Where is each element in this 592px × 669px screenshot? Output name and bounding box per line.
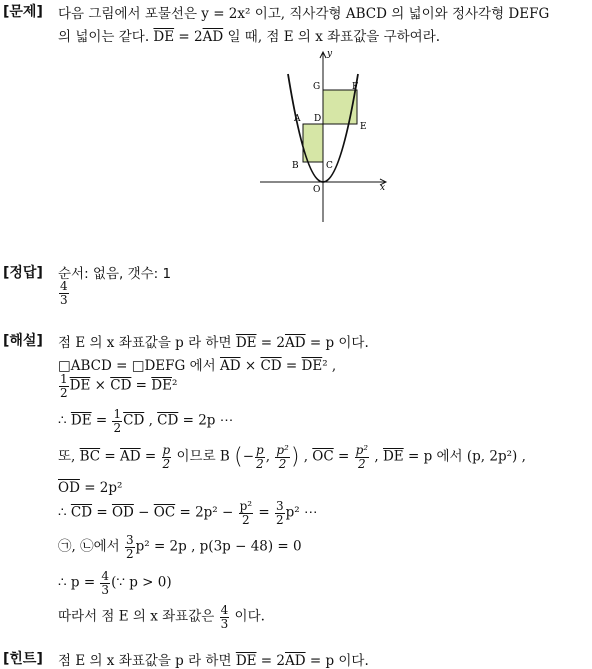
answer-tag: [정답]: [3, 265, 43, 281]
answer-value: $\frac{4}{3}$: [60, 279, 68, 307]
solution-line-2: □ABCD = □DEFG 에서 $\overline{AD} \times \overline{CD} = \overline{DE}^2$ ,: [58, 358, 337, 374]
hint-line: 점 E 의 x 좌표값을 p 라 하면 $\overline{DE} = 2\overline{AD} = p$ 이다.: [58, 653, 369, 669]
solution-line-1: 점 E 의 x 좌표값을 p 라 하면 $\overline{DE} = 2\overline{AD} = p$ 이다.: [58, 335, 369, 351]
solution-line-9: ∴ p = $\frac{4}{3}$ (∵ p > 0): [58, 569, 172, 597]
label-f: F: [352, 82, 359, 92]
hint-tag: [힌트]: [3, 651, 43, 667]
problem-tag: [문제]: [3, 4, 43, 20]
label-b: B: [292, 161, 299, 171]
problem-line-1: 다음 그림에서 포물선은 y = 2x² 이고, 직사각형 ABCD 의 넓이와 정사각형 DEFG: [58, 6, 550, 22]
label-d: D: [314, 114, 322, 124]
solution-line-10: 따라서 점 E 의 x 좌표값은 $\frac{4}{3}$ 이다.: [58, 603, 265, 631]
label-g: G: [313, 82, 321, 92]
parabola-figure: [0, 0, 592, 240]
label-o: O: [313, 185, 321, 195]
solution-tag: [해설]: [3, 333, 43, 349]
label-a: A: [294, 114, 301, 124]
solution-line-7: ∴ $\overline{CD} = \overline{OD} - \overline{OC} = 2p^2$ − $\frac{\text{p²}}{2}$ = $\frac{3}{2}$ p² ⋯: [58, 499, 318, 527]
solution-line-3: $\frac{1}{2}$ $\overline{DE} \times \overline{CD} = \overline{DE}^2$: [60, 372, 178, 400]
label-x: x: [380, 183, 386, 193]
solution-line-4: ∴ $\overline{DE}$ = $\frac{1}{2}$ $\overline{CD}$ , $\overline{CD} = 2p$ ⋯: [58, 407, 234, 435]
solution-line-6: $\overline{OD} = 2p^2$: [58, 480, 123, 496]
solution-line-5: 또, $\overline{BC} = \overline{AD}$ = $\frac{p}{2}$ 이므로 B (− $\frac{p}{2}$ , $\frac{\text{p²}}{2}$ ) , $\overline{OC}$ = $\frac{\text{p²}}{2}$ , $\overline{DE} = p$ 에서 (p, 2p²) ,: [58, 443, 526, 471]
problem-line-2: 의 넓이는 같다. $\overline{DE} = 2\overline{AD}$ 일 때, 점 E 의 x 좌표값을 구하여라.: [58, 29, 441, 45]
label-y: y: [327, 49, 333, 59]
label-c: C: [326, 161, 333, 171]
label-e: E: [360, 122, 367, 132]
solution-line-8: ㉠, ㉡에서 $\frac{3}{2}$ p² = 2p , p(3p − 48) = 0: [58, 533, 302, 561]
answer-meta: 순서: 없음, 갯수: 1: [58, 266, 172, 282]
